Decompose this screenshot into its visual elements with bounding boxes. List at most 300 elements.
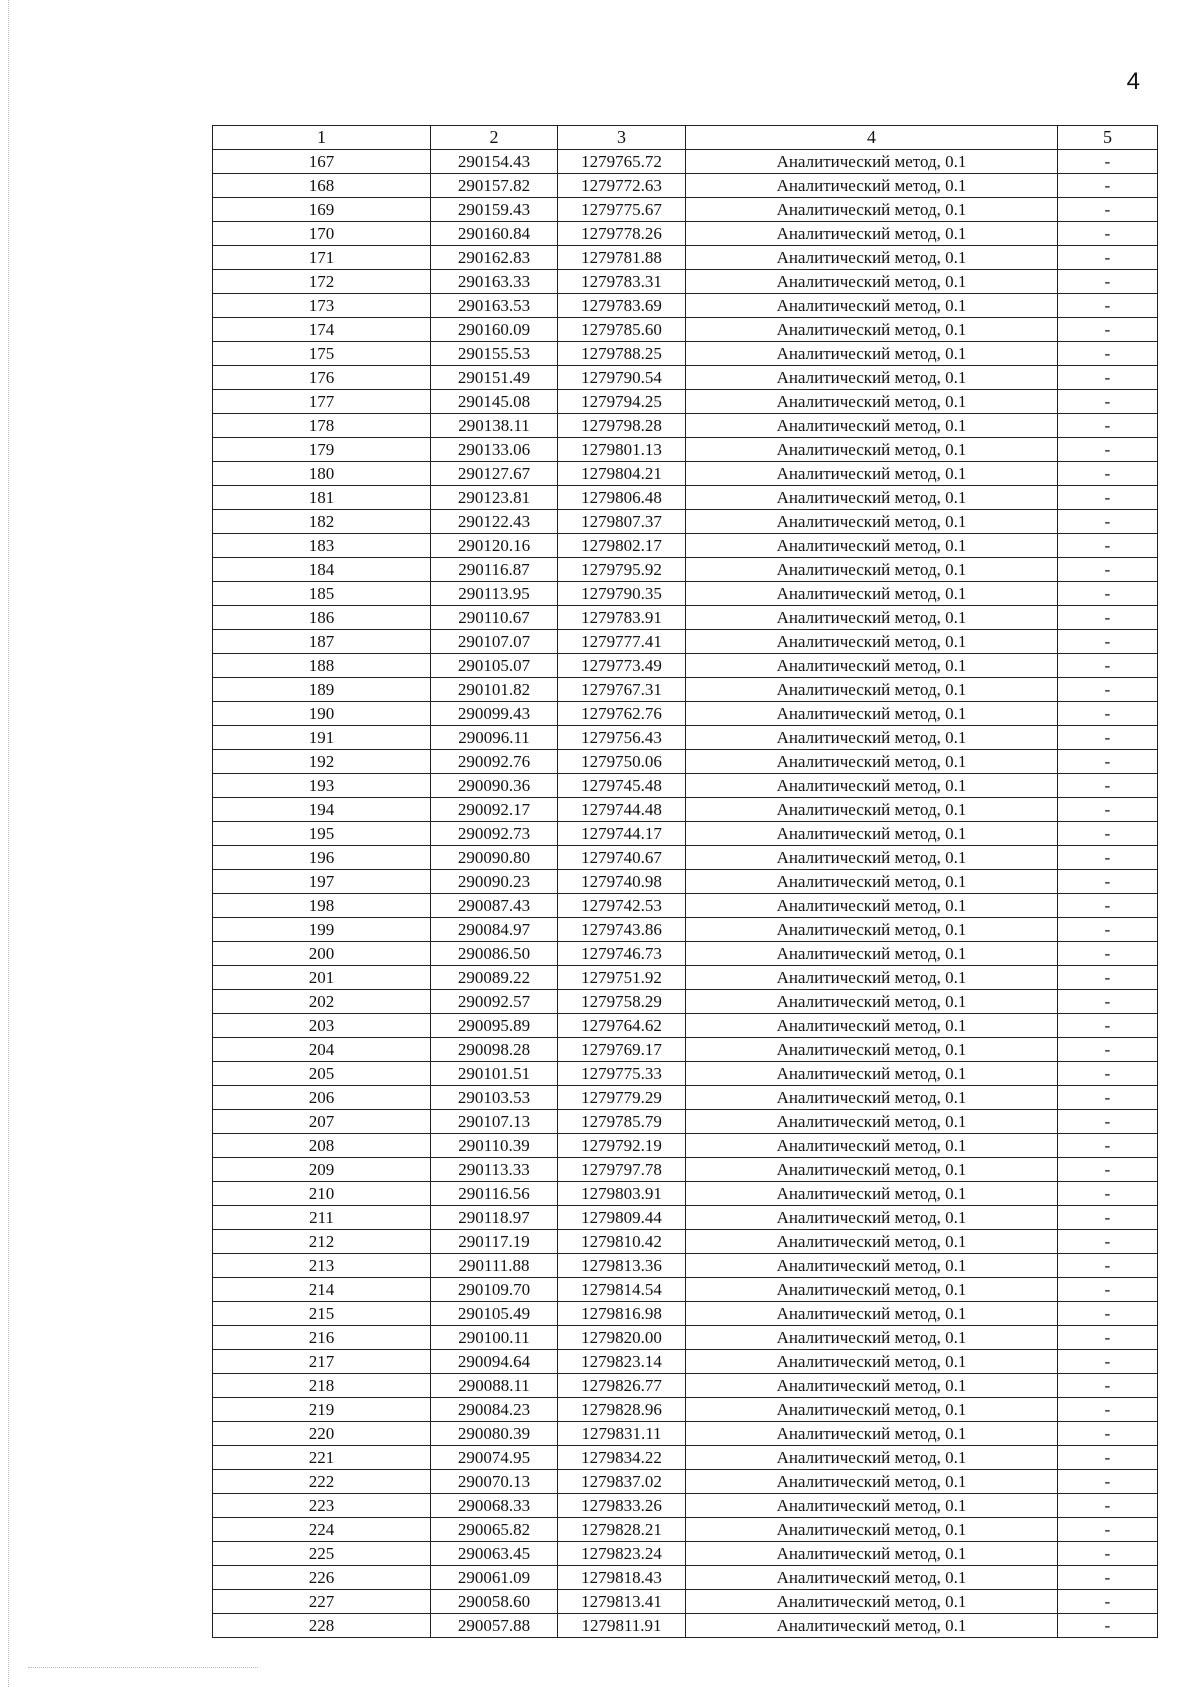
method-accuracy-cell: Аналитический метод, 0.1: [686, 1278, 1058, 1302]
x-coordinate-cell: 290110.39: [431, 1134, 558, 1158]
point-number-cell: 187: [213, 630, 431, 654]
method-accuracy-cell: Аналитический метод, 0.1: [686, 534, 1058, 558]
x-coordinate-cell: 290160.09: [431, 318, 558, 342]
table-row: [213, 822, 1158, 846]
method-accuracy-cell: Аналитический метод, 0.1: [686, 750, 1058, 774]
method-accuracy-cell: Аналитический метод, 0.1: [686, 942, 1058, 966]
y-coordinate-cell: 1279773.49: [558, 654, 686, 678]
table-row: [213, 846, 1158, 870]
point-number-cell: 178: [213, 414, 431, 438]
y-coordinate-cell: 1279794.25: [558, 390, 686, 414]
y-coordinate-cell: 1279788.25: [558, 342, 686, 366]
y-coordinate-cell: 1279785.79: [558, 1110, 686, 1134]
note-cell: -: [1058, 318, 1158, 342]
table-row: [213, 366, 1158, 390]
note-cell: -: [1058, 1614, 1158, 1638]
y-coordinate-cell: 1279834.22: [558, 1446, 686, 1470]
point-number-cell: 193: [213, 774, 431, 798]
note-cell: -: [1058, 870, 1158, 894]
y-coordinate-cell: 1279818.43: [558, 1566, 686, 1590]
table-row: [213, 702, 1158, 726]
header-col-2: 2: [431, 126, 558, 150]
point-number-cell: 181: [213, 486, 431, 510]
point-number-cell: 211: [213, 1206, 431, 1230]
note-cell: -: [1058, 1086, 1158, 1110]
note-cell: -: [1058, 702, 1158, 726]
table-row: [213, 486, 1158, 510]
table-row: [213, 1278, 1158, 1302]
point-number-cell: 204: [213, 1038, 431, 1062]
method-accuracy-cell: Аналитический метод, 0.1: [686, 1014, 1058, 1038]
note-cell: -: [1058, 342, 1158, 366]
note-cell: -: [1058, 366, 1158, 390]
y-coordinate-cell: 1279798.28: [558, 414, 686, 438]
note-cell: -: [1058, 1254, 1158, 1278]
x-coordinate-cell: 290113.33: [431, 1158, 558, 1182]
note-cell: -: [1058, 1566, 1158, 1590]
note-cell: -: [1058, 774, 1158, 798]
method-accuracy-cell: Аналитический метод, 0.1: [686, 1134, 1058, 1158]
y-coordinate-cell: 1279756.43: [558, 726, 686, 750]
point-number-cell: 226: [213, 1566, 431, 1590]
x-coordinate-cell: 290163.33: [431, 270, 558, 294]
note-cell: -: [1058, 798, 1158, 822]
table-row: [213, 1110, 1158, 1134]
point-number-cell: 228: [213, 1614, 431, 1638]
note-cell: -: [1058, 990, 1158, 1014]
point-number-cell: 201: [213, 966, 431, 990]
method-accuracy-cell: Аналитический метод, 0.1: [686, 774, 1058, 798]
note-cell: -: [1058, 534, 1158, 558]
x-coordinate-cell: 290163.53: [431, 294, 558, 318]
y-coordinate-cell: 1279810.42: [558, 1230, 686, 1254]
y-coordinate-cell: 1279758.29: [558, 990, 686, 1014]
note-cell: -: [1058, 1374, 1158, 1398]
method-accuracy-cell: Аналитический метод, 0.1: [686, 654, 1058, 678]
method-accuracy-cell: Аналитический метод, 0.1: [686, 1038, 1058, 1062]
note-cell: -: [1058, 486, 1158, 510]
point-number-cell: 192: [213, 750, 431, 774]
y-coordinate-cell: 1279790.54: [558, 366, 686, 390]
table-row: [213, 390, 1158, 414]
point-number-cell: 205: [213, 1062, 431, 1086]
y-coordinate-cell: 1279777.41: [558, 630, 686, 654]
point-number-cell: 184: [213, 558, 431, 582]
note-cell: -: [1058, 1206, 1158, 1230]
method-accuracy-cell: Аналитический метод, 0.1: [686, 462, 1058, 486]
note-cell: -: [1058, 1518, 1158, 1542]
table-row: [213, 1230, 1158, 1254]
x-coordinate-cell: 290103.53: [431, 1086, 558, 1110]
point-number-cell: 210: [213, 1182, 431, 1206]
method-accuracy-cell: Аналитический метод, 0.1: [686, 678, 1058, 702]
point-number-cell: 220: [213, 1422, 431, 1446]
y-coordinate-cell: 1279775.67: [558, 198, 686, 222]
y-coordinate-cell: 1279803.91: [558, 1182, 686, 1206]
table-row: [213, 438, 1158, 462]
method-accuracy-cell: Аналитический метод, 0.1: [686, 1206, 1058, 1230]
x-coordinate-cell: 290157.82: [431, 174, 558, 198]
note-cell: -: [1058, 246, 1158, 270]
table-row: [213, 1374, 1158, 1398]
method-accuracy-cell: Аналитический метод, 0.1: [686, 1182, 1058, 1206]
method-accuracy-cell: Аналитический метод, 0.1: [686, 1566, 1058, 1590]
note-cell: -: [1058, 822, 1158, 846]
method-accuracy-cell: Аналитический метод, 0.1: [686, 870, 1058, 894]
method-accuracy-cell: Аналитический метод, 0.1: [686, 1494, 1058, 1518]
point-number-cell: 194: [213, 798, 431, 822]
x-coordinate-cell: 290162.83: [431, 246, 558, 270]
point-number-cell: 171: [213, 246, 431, 270]
y-coordinate-cell: 1279828.21: [558, 1518, 686, 1542]
y-coordinate-cell: 1279740.98: [558, 870, 686, 894]
note-cell: -: [1058, 1350, 1158, 1374]
y-coordinate-cell: 1279831.11: [558, 1422, 686, 1446]
x-coordinate-cell: 290065.82: [431, 1518, 558, 1542]
y-coordinate-cell: 1279837.02: [558, 1470, 686, 1494]
point-number-cell: 170: [213, 222, 431, 246]
point-number-cell: 219: [213, 1398, 431, 1422]
x-coordinate-cell: 290145.08: [431, 390, 558, 414]
table-row: [213, 1062, 1158, 1086]
x-coordinate-cell: 290092.17: [431, 798, 558, 822]
y-coordinate-cell: 1279783.31: [558, 270, 686, 294]
method-accuracy-cell: Аналитический метод, 0.1: [686, 798, 1058, 822]
x-coordinate-cell: 290098.28: [431, 1038, 558, 1062]
x-coordinate-cell: 290090.36: [431, 774, 558, 798]
x-coordinate-cell: 290105.49: [431, 1302, 558, 1326]
method-accuracy-cell: Аналитический метод, 0.1: [686, 894, 1058, 918]
table-row: [213, 750, 1158, 774]
x-coordinate-cell: 290111.88: [431, 1254, 558, 1278]
y-coordinate-cell: 1279740.67: [558, 846, 686, 870]
method-accuracy-cell: Аналитический метод, 0.1: [686, 414, 1058, 438]
y-coordinate-cell: 1279751.92: [558, 966, 686, 990]
y-coordinate-cell: 1279785.60: [558, 318, 686, 342]
x-coordinate-cell: 290096.11: [431, 726, 558, 750]
note-cell: -: [1058, 1302, 1158, 1326]
table-row: [213, 534, 1158, 558]
y-coordinate-cell: 1279828.96: [558, 1398, 686, 1422]
x-coordinate-cell: 290084.97: [431, 918, 558, 942]
point-number-cell: 216: [213, 1326, 431, 1350]
y-coordinate-cell: 1279745.48: [558, 774, 686, 798]
table-row: [213, 462, 1158, 486]
header-row: [213, 126, 1158, 150]
method-accuracy-cell: Аналитический метод, 0.1: [686, 1542, 1058, 1566]
table-row: [213, 1590, 1158, 1614]
note-cell: -: [1058, 654, 1158, 678]
method-accuracy-cell: Аналитический метод, 0.1: [686, 246, 1058, 270]
method-accuracy-cell: Аналитический метод, 0.1: [686, 990, 1058, 1014]
note-cell: -: [1058, 630, 1158, 654]
method-accuracy-cell: Аналитический метод, 0.1: [686, 1374, 1058, 1398]
x-coordinate-cell: 290099.43: [431, 702, 558, 726]
y-coordinate-cell: 1279797.78: [558, 1158, 686, 1182]
point-number-cell: 212: [213, 1230, 431, 1254]
header-col-3: 3: [558, 126, 686, 150]
x-coordinate-cell: 290080.39: [431, 1422, 558, 1446]
method-accuracy-cell: Аналитический метод, 0.1: [686, 1614, 1058, 1638]
y-coordinate-cell: 1279820.00: [558, 1326, 686, 1350]
method-accuracy-cell: Аналитический метод, 0.1: [686, 966, 1058, 990]
method-accuracy-cell: Аналитический метод, 0.1: [686, 174, 1058, 198]
y-coordinate-cell: 1279762.76: [558, 702, 686, 726]
y-coordinate-cell: 1279743.86: [558, 918, 686, 942]
y-coordinate-cell: 1279781.88: [558, 246, 686, 270]
note-cell: -: [1058, 966, 1158, 990]
note-cell: -: [1058, 414, 1158, 438]
table-row: [213, 966, 1158, 990]
point-number-cell: 169: [213, 198, 431, 222]
method-accuracy-cell: Аналитический метод, 0.1: [686, 342, 1058, 366]
point-number-cell: 217: [213, 1350, 431, 1374]
method-accuracy-cell: Аналитический метод, 0.1: [686, 822, 1058, 846]
note-cell: -: [1058, 558, 1158, 582]
page-number: 4: [1126, 68, 1140, 95]
point-number-cell: 167: [213, 150, 431, 174]
table-header: [213, 126, 1158, 150]
method-accuracy-cell: Аналитический метод, 0.1: [686, 1230, 1058, 1254]
point-number-cell: 222: [213, 1470, 431, 1494]
note-cell: -: [1058, 1494, 1158, 1518]
table-row: [213, 1566, 1158, 1590]
method-accuracy-cell: Аналитический метод, 0.1: [686, 318, 1058, 342]
point-number-cell: 185: [213, 582, 431, 606]
x-coordinate-cell: 290095.89: [431, 1014, 558, 1038]
method-accuracy-cell: Аналитический метод, 0.1: [686, 198, 1058, 222]
x-coordinate-cell: 290117.19: [431, 1230, 558, 1254]
y-coordinate-cell: 1279807.37: [558, 510, 686, 534]
table-row: [213, 1422, 1158, 1446]
note-cell: -: [1058, 942, 1158, 966]
y-coordinate-cell: 1279772.63: [558, 174, 686, 198]
note-cell: -: [1058, 1182, 1158, 1206]
x-coordinate-cell: 290089.22: [431, 966, 558, 990]
y-coordinate-cell: 1279801.13: [558, 438, 686, 462]
table-row: [213, 1302, 1158, 1326]
x-coordinate-cell: 290092.76: [431, 750, 558, 774]
table-row: [213, 558, 1158, 582]
x-coordinate-cell: 290120.16: [431, 534, 558, 558]
y-coordinate-cell: 1279826.77: [558, 1374, 686, 1398]
table-row: [213, 198, 1158, 222]
point-number-cell: 190: [213, 702, 431, 726]
method-accuracy-cell: Аналитический метод, 0.1: [686, 1518, 1058, 1542]
x-coordinate-cell: 290154.43: [431, 150, 558, 174]
point-number-cell: 207: [213, 1110, 431, 1134]
table-row: [213, 246, 1158, 270]
point-number-cell: 206: [213, 1086, 431, 1110]
y-coordinate-cell: 1279792.19: [558, 1134, 686, 1158]
method-accuracy-cell: Аналитический метод, 0.1: [686, 510, 1058, 534]
method-accuracy-cell: Аналитический метод, 0.1: [686, 1326, 1058, 1350]
table-row: [213, 1206, 1158, 1230]
header-col-1: 1: [213, 126, 431, 150]
method-accuracy-cell: Аналитический метод, 0.1: [686, 1470, 1058, 1494]
x-coordinate-cell: 290159.43: [431, 198, 558, 222]
y-coordinate-cell: 1279813.36: [558, 1254, 686, 1278]
point-number-cell: 173: [213, 294, 431, 318]
x-coordinate-cell: 290068.33: [431, 1494, 558, 1518]
x-coordinate-cell: 290092.73: [431, 822, 558, 846]
point-number-cell: 168: [213, 174, 431, 198]
table-row: [213, 1494, 1158, 1518]
x-coordinate-cell: 290094.64: [431, 1350, 558, 1374]
x-coordinate-cell: 290100.11: [431, 1326, 558, 1350]
table-row: [213, 342, 1158, 366]
point-number-cell: 200: [213, 942, 431, 966]
x-coordinate-cell: 290070.13: [431, 1470, 558, 1494]
table-row: [213, 678, 1158, 702]
point-number-cell: 189: [213, 678, 431, 702]
x-coordinate-cell: 290107.07: [431, 630, 558, 654]
point-number-cell: 223: [213, 1494, 431, 1518]
y-coordinate-cell: 1279767.31: [558, 678, 686, 702]
margin-line: [8, 0, 9, 1687]
x-coordinate-cell: 290074.95: [431, 1446, 558, 1470]
y-coordinate-cell: 1279779.29: [558, 1086, 686, 1110]
y-coordinate-cell: 1279806.48: [558, 486, 686, 510]
note-cell: -: [1058, 1134, 1158, 1158]
table-row: [213, 294, 1158, 318]
y-coordinate-cell: 1279746.73: [558, 942, 686, 966]
y-coordinate-cell: 1279765.72: [558, 150, 686, 174]
point-number-cell: 182: [213, 510, 431, 534]
point-number-cell: 213: [213, 1254, 431, 1278]
y-coordinate-cell: 1279790.35: [558, 582, 686, 606]
x-coordinate-cell: 290151.49: [431, 366, 558, 390]
method-accuracy-cell: Аналитический метод, 0.1: [686, 1398, 1058, 1422]
note-cell: -: [1058, 294, 1158, 318]
note-cell: -: [1058, 1110, 1158, 1134]
table-row: [213, 222, 1158, 246]
method-accuracy-cell: Аналитический метод, 0.1: [686, 270, 1058, 294]
note-cell: -: [1058, 174, 1158, 198]
table-row: [213, 1518, 1158, 1542]
y-coordinate-cell: 1279783.91: [558, 606, 686, 630]
x-coordinate-cell: 290090.23: [431, 870, 558, 894]
method-accuracy-cell: Аналитический метод, 0.1: [686, 558, 1058, 582]
x-coordinate-cell: 290122.43: [431, 510, 558, 534]
table-row: [213, 1446, 1158, 1470]
y-coordinate-cell: 1279750.06: [558, 750, 686, 774]
x-coordinate-cell: 290061.09: [431, 1566, 558, 1590]
point-number-cell: 176: [213, 366, 431, 390]
table-row: [213, 174, 1158, 198]
x-coordinate-cell: 290138.11: [431, 414, 558, 438]
table-row: [213, 1038, 1158, 1062]
x-coordinate-cell: 290127.67: [431, 462, 558, 486]
point-number-cell: 215: [213, 1302, 431, 1326]
y-coordinate-cell: 1279811.91: [558, 1614, 686, 1638]
table-body: [213, 150, 1158, 1638]
method-accuracy-cell: Аналитический метод, 0.1: [686, 1086, 1058, 1110]
point-number-cell: 209: [213, 1158, 431, 1182]
table-row: [213, 270, 1158, 294]
method-accuracy-cell: Аналитический метод, 0.1: [686, 150, 1058, 174]
method-accuracy-cell: Аналитический метод, 0.1: [686, 702, 1058, 726]
x-coordinate-cell: 290058.60: [431, 1590, 558, 1614]
point-number-cell: 195: [213, 822, 431, 846]
note-cell: -: [1058, 1062, 1158, 1086]
table-row: [213, 414, 1158, 438]
x-coordinate-cell: 290057.88: [431, 1614, 558, 1638]
x-coordinate-cell: 290084.23: [431, 1398, 558, 1422]
table-row: [213, 1614, 1158, 1638]
point-number-cell: 221: [213, 1446, 431, 1470]
note-cell: -: [1058, 150, 1158, 174]
point-number-cell: 172: [213, 270, 431, 294]
y-coordinate-cell: 1279804.21: [558, 462, 686, 486]
method-accuracy-cell: Аналитический метод, 0.1: [686, 1158, 1058, 1182]
table-row: [213, 1182, 1158, 1206]
x-coordinate-cell: 290101.51: [431, 1062, 558, 1086]
note-cell: -: [1058, 726, 1158, 750]
y-coordinate-cell: 1279823.24: [558, 1542, 686, 1566]
method-accuracy-cell: Аналитический метод, 0.1: [686, 1422, 1058, 1446]
point-number-cell: 198: [213, 894, 431, 918]
y-coordinate-cell: 1279809.44: [558, 1206, 686, 1230]
x-coordinate-cell: 290133.06: [431, 438, 558, 462]
table-row: [213, 894, 1158, 918]
header-col-4: 4: [686, 126, 1058, 150]
y-coordinate-cell: 1279802.17: [558, 534, 686, 558]
note-cell: -: [1058, 678, 1158, 702]
point-number-cell: 186: [213, 606, 431, 630]
point-number-cell: 196: [213, 846, 431, 870]
point-number-cell: 203: [213, 1014, 431, 1038]
point-number-cell: 183: [213, 534, 431, 558]
table-row: [213, 582, 1158, 606]
x-coordinate-cell: 290088.11: [431, 1374, 558, 1398]
note-cell: -: [1058, 198, 1158, 222]
note-cell: -: [1058, 1422, 1158, 1446]
x-coordinate-cell: 290116.87: [431, 558, 558, 582]
y-coordinate-cell: 1279742.53: [558, 894, 686, 918]
y-coordinate-cell: 1279816.98: [558, 1302, 686, 1326]
method-accuracy-cell: Аналитический метод, 0.1: [686, 606, 1058, 630]
table-row: [213, 318, 1158, 342]
table-row: [213, 1398, 1158, 1422]
x-coordinate-cell: 290087.43: [431, 894, 558, 918]
table-row: [213, 1326, 1158, 1350]
note-cell: -: [1058, 846, 1158, 870]
method-accuracy-cell: Аналитический метод, 0.1: [686, 294, 1058, 318]
method-accuracy-cell: Аналитический метод, 0.1: [686, 486, 1058, 510]
note-cell: -: [1058, 1590, 1158, 1614]
header-col-5: 5: [1058, 126, 1158, 150]
y-coordinate-cell: 1279823.14: [558, 1350, 686, 1374]
x-coordinate-cell: 290107.13: [431, 1110, 558, 1134]
note-cell: -: [1058, 1038, 1158, 1062]
x-coordinate-cell: 290116.56: [431, 1182, 558, 1206]
table-row: [213, 774, 1158, 798]
note-cell: -: [1058, 1230, 1158, 1254]
method-accuracy-cell: Аналитический метод, 0.1: [686, 1062, 1058, 1086]
point-number-cell: 224: [213, 1518, 431, 1542]
point-number-cell: 202: [213, 990, 431, 1014]
x-coordinate-cell: 290110.67: [431, 606, 558, 630]
table-row: [213, 510, 1158, 534]
note-cell: -: [1058, 918, 1158, 942]
x-coordinate-cell: 290092.57: [431, 990, 558, 1014]
point-number-cell: 180: [213, 462, 431, 486]
method-accuracy-cell: Аналитический метод, 0.1: [686, 1302, 1058, 1326]
note-cell: -: [1058, 1542, 1158, 1566]
note-cell: -: [1058, 1446, 1158, 1470]
note-cell: -: [1058, 1014, 1158, 1038]
